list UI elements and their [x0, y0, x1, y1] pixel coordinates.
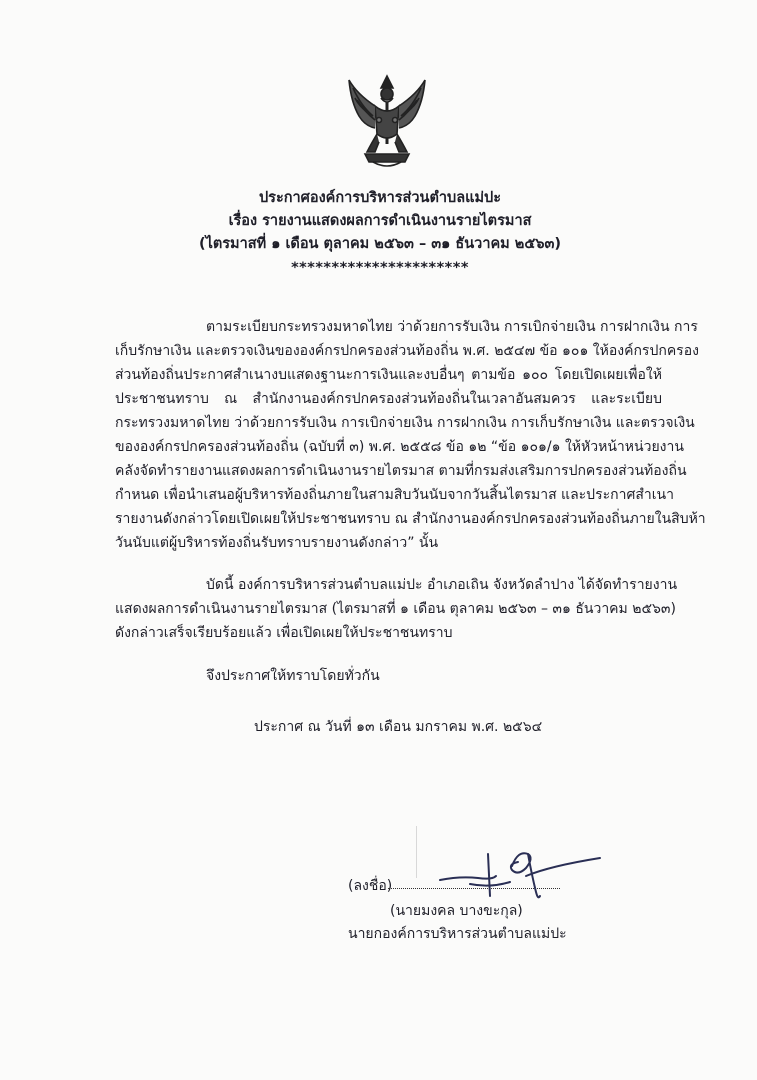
paragraph-line: รายงานดังกล่าวโดยเปิดเผยให้ประชาชนทราบ ณ สำนักงานองค์กรปกครองส่วนท้องถิ่นภายในสิบห้า — [115, 511, 706, 527]
paragraph-line: ประชาชนทราบ ณ สำนักงานองค์กรปกครองส่วนท้องถิ่นในเวลาอันสมควร และระเบียบ — [115, 391, 662, 407]
header-org-title: ประกาศองค์การบริหารส่วนตำบลแม่ปะ — [258, 190, 502, 206]
header-divider-stars: ********************** — [291, 260, 469, 276]
header-subject: เรื่อง รายงานแสดงผลการดำเนินงานรายไตรมาส — [228, 213, 532, 229]
handwritten-signature — [400, 836, 610, 906]
paragraph-line: วันนับแต่ผู้บริหารท้องถิ่นรับทราบรายงานดังกล่าว” นั้น — [115, 535, 439, 551]
paragraph-line: บัดนี้ องค์การบริหารส่วนตำบลแม่ปะ อำเภอเถิน จังหวัดลำปาง ได้จัดทำรายงาน — [206, 577, 678, 593]
signature-label: (ลงชื่อ) — [348, 878, 393, 894]
signer-position: นายกองค์การบริหารส่วนตำบลแม่ปะ — [348, 926, 567, 942]
paragraph-line: แสดงผลการดำเนินงานรายไตรมาส (ไตรมาสที่ ๑ เดือน ตุลาคม ๒๕๖๓ – ๓๑ ธันวาคม ๒๕๖๓) — [115, 601, 676, 617]
signer-name: (นายมงคล บางขะกุล) — [390, 903, 523, 919]
paragraph-line: เก็บรักษาเงิน และตรวจเงินขององค์กรปกครองส่วนท้องถิ่น พ.ศ. ๒๕๔๗ ข้อ ๑๐๑ ให้องค์กรปกครอง — [115, 343, 699, 359]
paragraph-line: ส่วนท้องถิ่นประกาศสำเนางบแสดงฐานะการเงินและงบอื่นๆ ตามข้อ ๑๐๐ โดยเปิดเผยเพื่อให้ — [115, 367, 662, 383]
header-period: (ไตรมาสที่ ๑ เดือน ตุลาคม ๒๕๖๓ – ๓๑ ธันวาคม ๒๕๖๓) — [198, 236, 562, 252]
paragraph-line: ขององค์กรปกครองส่วนท้องถิ่น (ฉบับที่ ๓) พ.ศ. ๒๕๕๘ ข้อ ๑๒ “ข้อ ๑๐๑/๑ ให้หัวหน้าหน่วยงาน — [115, 439, 684, 455]
paragraph-line: ตามระเบียบกระทรวงมหาดไทย ว่าด้วยการรับเงิน การเบิกจ่ายเงิน การฝากเงิน การ — [206, 319, 698, 335]
paragraph-line: คลังจัดทำรายงานแสดงผลการดำเนินงานรายไตรมาส ตามที่กรมส่งเสริมการปกครองส่วนท้องถิ่น — [115, 463, 687, 479]
garuda-emblem-icon — [337, 72, 437, 172]
closing-statement: จึงประกาศให้ทราบโดยทั่วกัน — [206, 668, 380, 684]
paragraph-line: ดังกล่าวเสร็จเรียบร้อยแล้ว เพื่อเปิดเผยให้ประชาชนทราบ — [115, 625, 453, 641]
announcement-date: ประกาศ ณ วันที่ ๑๓ เดือน มกราคม พ.ศ. ๒๕๖๔ — [254, 719, 543, 735]
paragraph-line: กำหนด เพื่อนำเสนอผู้บริหารท้องถิ่นภายในสามสิบวันนับจากวันสิ้นไตรมาส และประกาศสำเนา — [115, 487, 674, 503]
paragraph-line: กระทรวงมหาดไทย ว่าด้วยการรับเงิน การเบิกจ่ายเงิน การฝากเงิน การเก็บรักษาเงิน และตรวจเงิน — [115, 415, 695, 431]
